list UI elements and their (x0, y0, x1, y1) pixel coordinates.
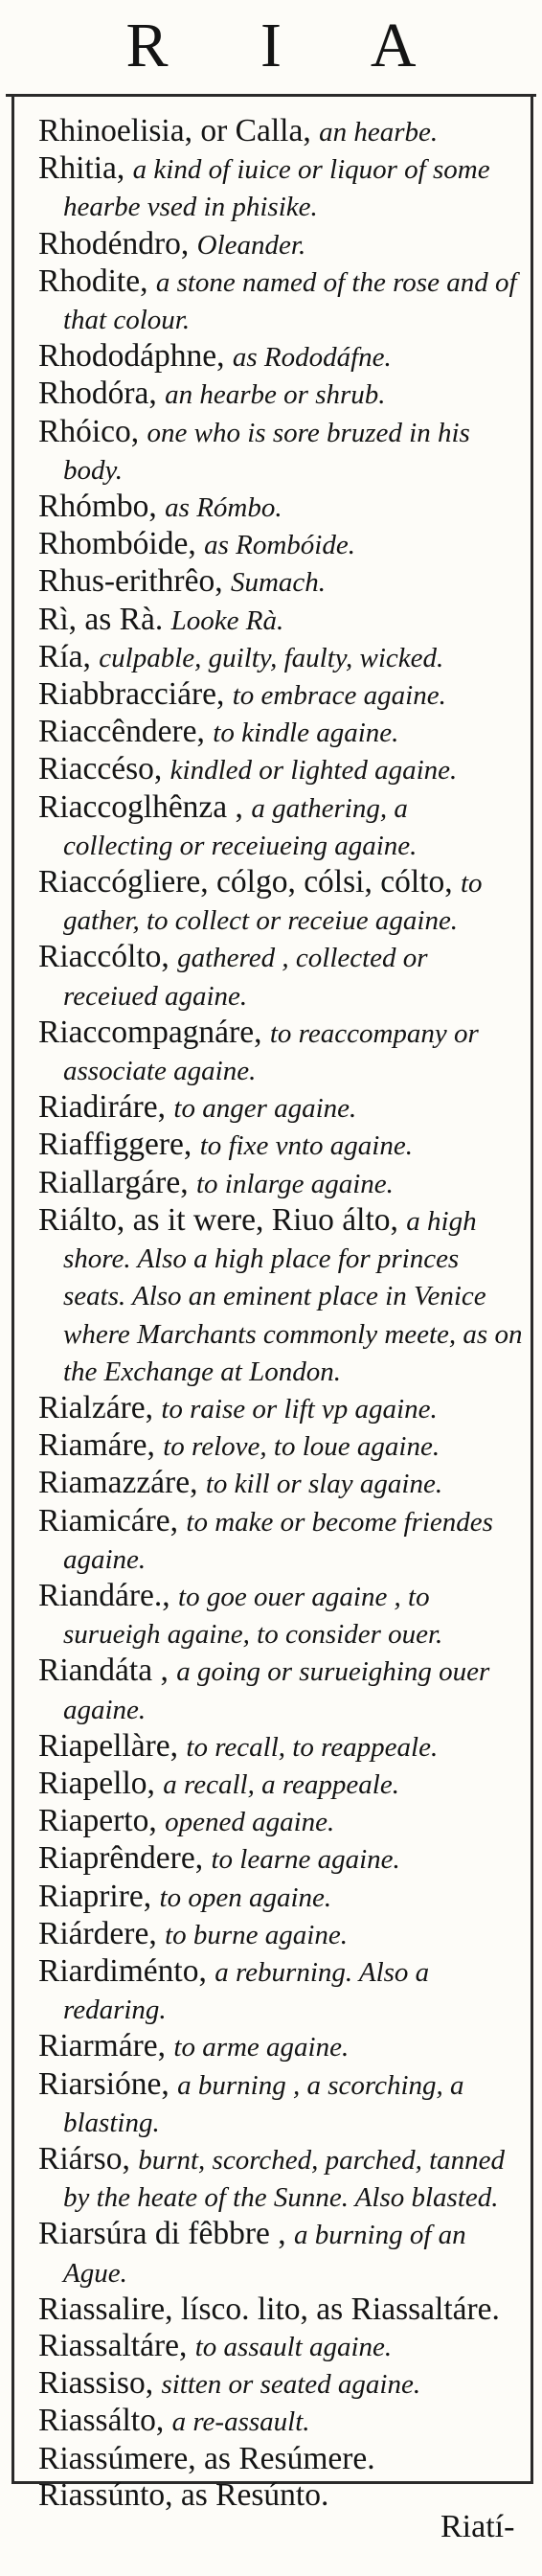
entry-headword: Riaccógliere, cólgo, cólsi, cólto, (38, 864, 453, 900)
entry-definition: to gather, to collect or receiue againe. (63, 868, 483, 937)
entry-headword: Riamicáre, (38, 1502, 179, 1539)
dictionary-entry (38, 2328, 523, 2365)
entry-definition: culpable, guilty, faulty, wicked. (99, 642, 444, 673)
entry-headword: Riassúmere, as Resúmere. (38, 2440, 375, 2476)
entry-definition: a going or surueighing ouer againe. (63, 1656, 490, 1725)
entry-definition: to learne againe. (211, 1844, 400, 1876)
dictionary-entry (38, 1916, 523, 1953)
entry-headword: Riaprêndere, (38, 1840, 204, 1877)
entry-definition: to reaccompany or associate againe. (63, 1017, 479, 1087)
entry-definition: to goe ouer againe , to surueigh againe, to consider ouer. (63, 1581, 443, 1651)
entry-definition: Looke Rà. (170, 604, 284, 636)
entry-headword: Riaccéso, (38, 751, 163, 787)
entry-definition: as Rombóide. (204, 530, 355, 561)
entry-definition: Oleander. (196, 229, 306, 261)
entry-definition: to relove, to loue againe. (163, 1431, 440, 1463)
dictionary-entry (38, 2066, 523, 2141)
entry-definition: to kill or slay againe. (205, 1469, 443, 1500)
entry-headword: Rhododáphne, (38, 338, 225, 375)
entry-headword: Riassálto, (38, 2403, 165, 2439)
dictionary-entry (38, 1503, 523, 1578)
entry-headword: Riarmáre, (38, 2028, 167, 2064)
entry-definition: to assault againe. (194, 2331, 393, 2362)
entry-definition: gathered , collected or receiued againe. (63, 943, 428, 1012)
dictionary-entry (38, 2291, 523, 2328)
entry-headword: Riabbracciáre, (38, 676, 225, 713)
entry-definition: a burning , a scorching, a blasting. (63, 2069, 464, 2138)
entry-headword: Riapello, (38, 1765, 155, 1801)
dictionary-entry (38, 2403, 523, 2440)
entry-definition: to kindle againe. (213, 718, 399, 749)
dictionary-entry (38, 2441, 523, 2477)
entry-definition: to recall, to reappeale. (186, 1731, 439, 1763)
entry-definition: to anger againe. (173, 1093, 357, 1125)
entry-definition: a gathering, a collecting or receiueing againe. (63, 792, 418, 861)
dictionary-entry (38, 376, 523, 413)
entry-headword: Riardiménto, (38, 1952, 207, 1989)
entry-headword: Riamazzáre, (38, 1465, 198, 1501)
entry-headword: Rialzáre, (38, 1389, 153, 1425)
entry-definition: sitten or seated againe. (161, 2369, 421, 2401)
entry-headword: Rhinoelisia, or Calla, (38, 113, 311, 148)
dictionary-entry (38, 751, 523, 788)
entry-definition: to make or become friendes againe. (63, 1506, 493, 1575)
entry-headword: Riapellàre, (38, 1727, 179, 1764)
entry-headword: Riassúnto, as Resúnto. (38, 2476, 329, 2513)
top-rule (6, 94, 536, 97)
entry-definition: to embrace againe. (232, 680, 446, 712)
dictionary-entry (38, 338, 523, 376)
entry-headword: Riaperto, (38, 1803, 157, 1839)
dictionary-entry (38, 676, 523, 714)
entry-definition: burnt, scorched, parched, tanned by the heate of the Sunne. Also blasted. (63, 2144, 506, 2214)
entry-definition: to fixe vnto againe. (199, 1130, 413, 1162)
dictionary-entry (38, 1653, 523, 1727)
entry-headword: Riadiráre, (38, 1089, 167, 1126)
entry-definition: kindled or lighted againe. (169, 755, 458, 786)
dictionary-entry (38, 1766, 523, 1803)
dictionary-entry (38, 1014, 523, 1089)
dictionary-entry (38, 1465, 523, 1502)
entry-definition: a stone named of the rose and of that colour. (63, 266, 517, 336)
dictionary-entry (38, 2028, 523, 2065)
dictionary-entry (38, 563, 523, 601)
entry-definition: as Rómbo. (165, 492, 282, 524)
entry-headword: Riaffiggere, (38, 1127, 192, 1163)
entry-definition: an hearbe. (319, 117, 439, 148)
entry-definition: to burne againe. (165, 1919, 348, 1950)
entry-headword: Rhodéndro, (38, 225, 190, 262)
dictionary-entry (38, 263, 523, 338)
dictionary-entry (38, 1390, 523, 1427)
dictionary-entry (38, 2141, 523, 2216)
entry-definition: to inlarge againe. (195, 1168, 394, 1199)
dictionary-entry (38, 414, 523, 489)
dictionary-entry (38, 939, 523, 1014)
dictionary-entry (38, 1427, 523, 1465)
dictionary-entry (38, 226, 523, 263)
dictionary-entry (38, 1840, 523, 1878)
dictionary-entries (38, 113, 523, 2514)
entry-headword: Riaccompagnáre, (38, 1014, 262, 1050)
dictionary-entry (38, 1089, 523, 1127)
dictionary-entry (38, 526, 523, 563)
catchword: Riatí- (440, 2509, 515, 2544)
entry-headword: Rhombóide, (38, 526, 196, 562)
entry-definition: a recall, a reappeale. (163, 1768, 399, 1800)
entry-headword: Rì, as Rà. (38, 601, 164, 637)
dictionary-entry (38, 150, 523, 225)
entry-headword: Ría, (38, 638, 91, 674)
entry-definition: a re-assault. (171, 2406, 310, 2438)
dictionary-entry (38, 864, 523, 939)
dictionary-entry (38, 1127, 523, 1164)
entry-definition: a reburning. Also a redaring. (63, 1956, 430, 2026)
entry-headword: Riárdere, (38, 1915, 157, 1951)
dictionary-entry (38, 113, 523, 150)
left-rule (11, 97, 14, 2482)
right-rule (531, 97, 533, 2482)
entry-definition: an hearbe or shrub. (165, 379, 386, 411)
entry-definition: Sumach. (230, 567, 327, 599)
entry-headword: Rhóico, (38, 413, 140, 449)
entry-headword: Riallargáre, (38, 1164, 189, 1200)
entry-headword: Riaprire, (38, 1878, 152, 1914)
entry-definition: a high shore. Also a high place for princes seats. Also an eminent place in Venice where Marchants commonly meete, as on the Exchange at London. (63, 1205, 523, 1387)
dictionary-entry (38, 639, 523, 676)
entry-headword: Riandáre., (38, 1577, 170, 1613)
dictionary-entry (38, 1728, 523, 1766)
entry-definition: one who is sore bruzed in his body. (63, 417, 470, 486)
page-header: R I A (125, 11, 455, 80)
entry-definition: to raise or lift vp againe. (161, 1393, 438, 1425)
entry-definition: to open againe. (159, 1881, 332, 1913)
entry-headword: Riárso, (38, 2140, 130, 2177)
dictionary-entry (38, 1202, 523, 1390)
entry-headword: Riamáre, (38, 1427, 155, 1464)
entry-definition: a burning of an Ague. (63, 2220, 466, 2289)
dictionary-entry (38, 1578, 523, 1653)
entry-headword: Rhus-erithrêo, (38, 563, 223, 600)
dictionary-entry (38, 789, 523, 864)
dictionary-entry (38, 1879, 523, 1916)
entry-headword: Rhitia, (38, 150, 125, 187)
entry-headword: Riaccoglhênza , (38, 788, 243, 825)
entry-headword: Riarsúra di fêbbre , (38, 2216, 286, 2252)
entry-headword: Riassaltáre, (38, 2327, 188, 2363)
dictionary-entry (38, 1953, 523, 2028)
dictionary-entry (38, 2365, 523, 2403)
entry-definition: opened againe. (165, 1807, 335, 1838)
dictionary-entry (38, 1803, 523, 1840)
entry-definition: a kind of iuice or liquor of some hearbe vsed in phisike. (63, 154, 490, 223)
entry-headword: Riarsióne, (38, 2065, 169, 2102)
entry-headword: Riaccêndere, (38, 714, 205, 750)
entry-headword: Riaccólto, (38, 939, 169, 975)
entry-headword: Rhómbo, (38, 489, 157, 525)
entry-headword: Riálto, as it were, Riuo álto, (38, 1201, 398, 1238)
entry-headword: Riandáta , (38, 1653, 169, 1689)
dictionary-entry (38, 1165, 523, 1202)
entry-headword: Rhodóra, (38, 376, 157, 412)
entry-headword: Rhodite, (38, 262, 148, 299)
dictionary-entry (38, 602, 523, 639)
entry-headword: Riassiso, (38, 2365, 154, 2402)
dictionary-entry (38, 2216, 523, 2291)
entry-headword: Riassalire, lísco. lito, as Riassaltáre. (38, 2291, 500, 2327)
entry-definition: to arme againe. (173, 2032, 350, 2063)
dictionary-entry (38, 489, 523, 526)
dictionary-entry (38, 714, 523, 751)
entry-definition: as Rododáfne. (232, 342, 392, 374)
